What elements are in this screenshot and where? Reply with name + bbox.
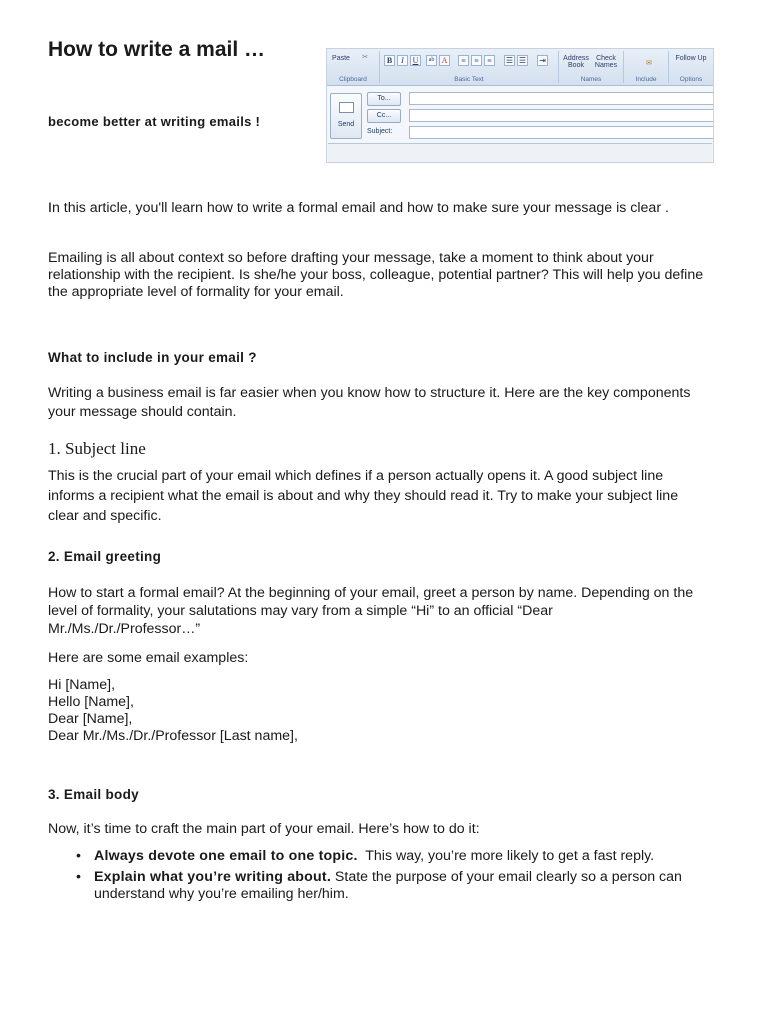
font-color-button[interactable]: A — [439, 55, 450, 66]
section-greeting-text: How to start a formal email? At the beginning of your email, greet a person by name. Depending on the level of formality, your salutations may vary from a simple “Hi” to an official “Dear Mr./Ms./Dr./Professor…” — [48, 585, 694, 637]
align-left-icon[interactable]: ≡ — [458, 55, 469, 66]
follow-up-button[interactable]: Follow Up — [675, 55, 707, 62]
numbering-icon[interactable]: ☰ — [518, 56, 527, 65]
align-center-icon[interactable]: ≡ — [471, 55, 482, 66]
tip-bold: Always devote one email to one topic. — [94, 848, 358, 864]
basic-text-label: Basic Text — [454, 76, 484, 83]
section-subject-text: This is the crucial part of your email which defines if a person actually opens it. A good subject line informs a recipient what the email is about and why they should read it. Try to make your subject line clear and specific. — [48, 468, 679, 524]
cc-button[interactable]: Cc... — [367, 109, 401, 123]
intro-paragraph-1-text: n this article, you'll learn how to write a formal email and how to make sure your message is clear . — [51, 200, 669, 216]
check-names-button[interactable]: Check Names — [594, 55, 618, 69]
basic-text-group — [380, 51, 559, 83]
names-label: Names — [580, 76, 602, 83]
bullet-icon: • — [76, 869, 81, 885]
section-include-heading: What to include in your email ? — [48, 350, 257, 365]
section-body-text: Now, it’s time to craft the main part of your email. Here’s how to do it: — [48, 821, 480, 837]
include-label: Include — [635, 76, 657, 83]
attach-icon[interactable]: ✉ — [646, 60, 652, 67]
send-label: Send — [337, 121, 355, 128]
list-item — [74, 848, 714, 865]
outlook-compose-illustration — [326, 48, 714, 163]
intro-paragraph-1 — [48, 200, 708, 217]
send-button[interactable] — [330, 93, 362, 139]
tip-text: State the purpose of your email clearly so a person can understand why you’re emailing her/him. — [94, 869, 682, 902]
indent-icon[interactable]: ⇥ — [537, 55, 548, 66]
paste-button[interactable]: Paste — [332, 55, 350, 62]
options-group — [669, 51, 713, 83]
example-line: Hello [Name], — [48, 694, 134, 710]
tip-bold: Explain what you’re writing about. — [94, 869, 331, 885]
to-field[interactable] — [409, 92, 714, 105]
examples-intro: Here are some email examples: — [48, 650, 249, 666]
align-right-icon[interactable]: ≡ — [484, 55, 495, 66]
ribbon — [327, 49, 713, 86]
article-subtitle: become better at writing emails ! — [48, 114, 261, 129]
section-subject-heading: 1. Subject line — [48, 439, 146, 458]
bullet-icon: • — [76, 848, 81, 864]
list-item — [74, 869, 714, 903]
options-label: Options — [679, 76, 703, 83]
cc-field[interactable] — [409, 109, 714, 122]
to-button[interactable]: To... — [367, 92, 401, 106]
clipboard-label: Clipboard — [339, 76, 367, 83]
envelope-icon — [339, 102, 354, 113]
example-line: Dear Mr./Ms./Dr./Professor [Last name], — [48, 728, 298, 744]
example-line: Dear [Name], — [48, 711, 133, 727]
address-book-button[interactable]: Address Book — [563, 55, 589, 69]
section-greeting-heading: 2. Email greeting — [48, 549, 162, 564]
paste-icon: ✂ — [362, 54, 368, 61]
message-body-field[interactable] — [328, 143, 712, 162]
subject-label: Subject: — [367, 128, 393, 135]
underline-button[interactable]: U — [410, 55, 421, 66]
names-group — [559, 51, 624, 83]
bullets-icon[interactable]: ☰ — [505, 56, 514, 65]
intro-paragraph-2: Emailing is all about context so before drafting your message, take a moment to think about your relationship with the recipient. Is she/he your boss, colleague, potential partner? This will help you define the appropriate level of formality for your email. — [48, 250, 704, 300]
section-include-text: Writing a business email is far easier when you know how to structure it. Here are the key components your message should contain. — [48, 385, 691, 420]
include-group — [624, 51, 669, 83]
body-tips-list — [74, 848, 714, 907]
subject-field[interactable] — [409, 126, 714, 139]
example-line: Hi [Name], — [48, 677, 116, 693]
highlight-icon[interactable]: ab — [426, 55, 437, 66]
greeting-examples — [48, 677, 708, 745]
section-body-heading: 3. Email body — [48, 787, 139, 802]
bold-button[interactable]: B — [384, 55, 395, 66]
drop-letter: I — [48, 200, 52, 216]
clipboard-group — [327, 51, 380, 83]
article-title: How to write a mail … — [48, 38, 266, 61]
italic-button[interactable]: I — [397, 55, 408, 66]
tip-text: This way, you’re more likely to get a fast reply. — [357, 848, 655, 864]
